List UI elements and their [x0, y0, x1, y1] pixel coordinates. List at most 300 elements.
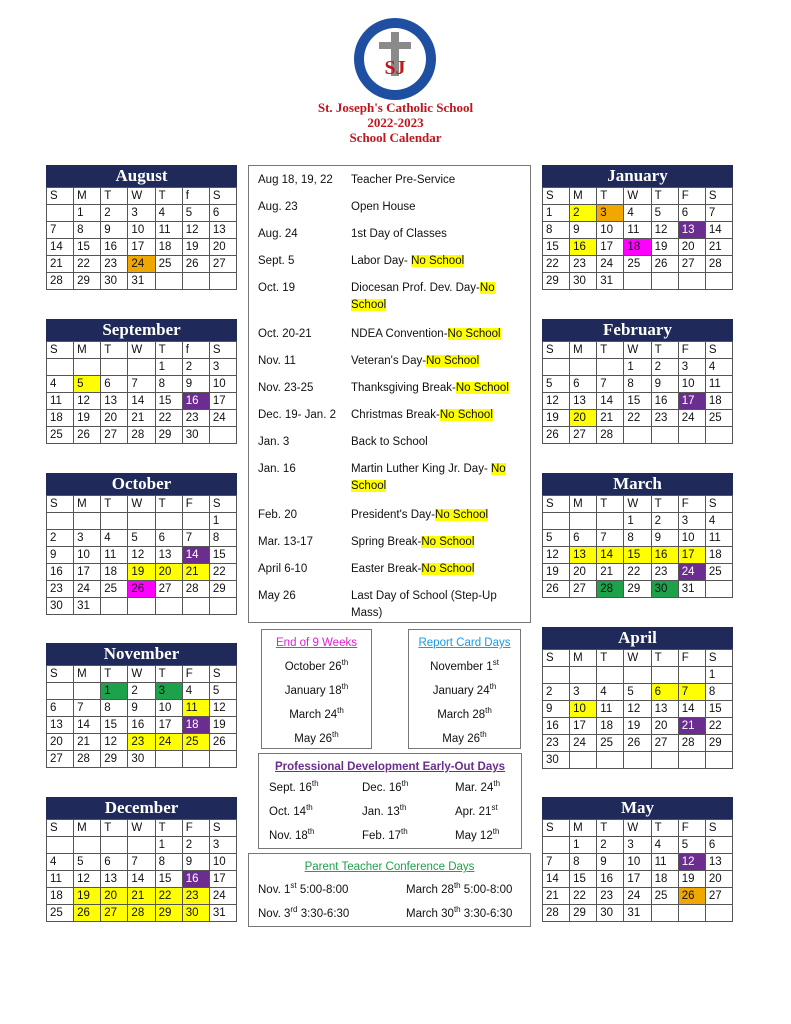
- calendar-week: [47, 547, 237, 564]
- calendar-day: [651, 667, 678, 684]
- calendar-day: 16: [101, 239, 128, 256]
- event-description: Veteran's Day-No School: [351, 355, 480, 367]
- calendar-day: [597, 667, 624, 684]
- calendar-day: 15: [209, 547, 236, 564]
- calendar-day: 26: [624, 735, 651, 752]
- pd-date: Apr. 21st: [455, 803, 498, 818]
- calendar-day: [678, 752, 705, 769]
- calendar-day: 22: [543, 256, 570, 273]
- calendar-day: 24: [128, 256, 155, 273]
- calendar-day: 6: [705, 837, 732, 854]
- calendar-day: 12: [101, 734, 128, 751]
- calendar-subtitle: School Calendar: [349, 130, 442, 145]
- calendar-day: 6: [101, 376, 128, 393]
- calendar-day: 19: [651, 239, 678, 256]
- calendar-day: 14: [705, 222, 732, 239]
- calendar-day: 28: [543, 905, 570, 922]
- calendar-day: 27: [570, 581, 597, 598]
- calendar-day: 11: [182, 700, 209, 717]
- calendar-day: 3: [74, 530, 101, 547]
- calendar-day: 24: [678, 564, 705, 581]
- calendar-day: 9: [182, 854, 209, 871]
- calendar-day: 16: [182, 393, 209, 410]
- calendar-day: 3: [570, 684, 597, 701]
- calendar-day: 2: [47, 530, 74, 547]
- calendar-day: 28: [678, 735, 705, 752]
- event-description: Christmas Break-No School: [351, 409, 493, 421]
- weekday-label: S: [47, 666, 74, 683]
- calendar-day: [624, 752, 651, 769]
- calendar-day: 26: [543, 581, 570, 598]
- calendar-week: [543, 718, 733, 735]
- event-date: Aug. 24: [258, 228, 298, 240]
- calendar-day: 19: [543, 564, 570, 581]
- calendar-day: [651, 905, 678, 922]
- calendar-day: 13: [155, 547, 182, 564]
- month-header: November: [46, 643, 237, 665]
- calendar-day: 26: [209, 734, 236, 751]
- calendar-day: 28: [705, 256, 732, 273]
- school-year: 2022-2023: [367, 115, 424, 130]
- calendar-day: [570, 667, 597, 684]
- calendar-day: 4: [651, 837, 678, 854]
- calendar-week: [543, 581, 733, 598]
- calendar-day: 18: [597, 718, 624, 735]
- calendar-day: 25: [705, 564, 732, 581]
- calendar-day: 8: [155, 376, 182, 393]
- calendar-week: [543, 359, 733, 376]
- calendar-day: 27: [678, 256, 705, 273]
- calendar-week: [543, 222, 733, 239]
- calendar-day: [543, 667, 570, 684]
- calendar-day: 4: [624, 205, 651, 222]
- calendar-day: [705, 752, 732, 769]
- calendar-day: 4: [182, 683, 209, 700]
- calendar-day: [705, 427, 732, 444]
- calendar-day: 15: [624, 547, 651, 564]
- calendar-day: 10: [624, 854, 651, 871]
- event-description: Teacher Pre-Service: [351, 174, 456, 186]
- calendar-day: [597, 513, 624, 530]
- calendar-day: 12: [543, 547, 570, 564]
- month-header: May: [542, 797, 733, 819]
- calendar-day: 27: [570, 427, 597, 444]
- calendar-day: 6: [570, 376, 597, 393]
- calendar-day: 19: [74, 888, 101, 905]
- calendar-day: 8: [155, 854, 182, 871]
- calendar-day: 12: [128, 547, 155, 564]
- calendar-day: 28: [182, 581, 209, 598]
- calendar-day: 20: [209, 239, 236, 256]
- calendar-day: 7: [597, 376, 624, 393]
- calendar-week: [543, 547, 733, 564]
- calendar-week: [47, 222, 237, 239]
- calendar-week: [47, 359, 237, 376]
- calendar-day: 18: [651, 871, 678, 888]
- calendar-day: 24: [570, 735, 597, 752]
- calendar-day: 24: [597, 256, 624, 273]
- calendar-day: 17: [128, 239, 155, 256]
- calendar-day: 17: [209, 393, 236, 410]
- calendar-day: 7: [128, 376, 155, 393]
- event-date: Feb. 20: [258, 509, 297, 521]
- weekday-label: S: [209, 820, 236, 837]
- calendar-week: [47, 598, 237, 615]
- calendar-day: 3: [624, 837, 651, 854]
- weekday-label: F: [678, 820, 705, 837]
- calendar-day: 19: [678, 871, 705, 888]
- calendar-day: [128, 513, 155, 530]
- calendar-week: [543, 239, 733, 256]
- pd-date: Dec. 16th: [362, 779, 409, 794]
- calendar-week: [47, 871, 237, 888]
- calendar-day: 1: [209, 513, 236, 530]
- calendar-day: [74, 513, 101, 530]
- calendar-day: 14: [597, 393, 624, 410]
- calendar-week: [543, 735, 733, 752]
- weekday-label: F: [182, 666, 209, 683]
- calendar-week: [543, 410, 733, 427]
- calendar-week: [543, 205, 733, 222]
- calendar-day: 25: [705, 410, 732, 427]
- weekday-label: S: [543, 820, 570, 837]
- event-description: Labor Day- No School: [351, 255, 465, 267]
- calendar-day: 11: [624, 222, 651, 239]
- calendar-day: 31: [597, 273, 624, 290]
- calendar-day: 26: [678, 888, 705, 905]
- calendar-day: [128, 359, 155, 376]
- weekday-label: T: [651, 188, 678, 205]
- weekday-label: F: [678, 342, 705, 359]
- weekday-label: M: [74, 820, 101, 837]
- weekday-label: T: [101, 666, 128, 683]
- calendar-day: 8: [705, 684, 732, 701]
- calendar-day: 7: [597, 530, 624, 547]
- calendar-day: 31: [624, 905, 651, 922]
- calendar-day: [624, 273, 651, 290]
- calendar-week: [47, 393, 237, 410]
- calendar-week: [543, 871, 733, 888]
- calendar-day: 24: [155, 734, 182, 751]
- page-title: [0, 100, 791, 145]
- calendar-day: 1: [543, 205, 570, 222]
- weekday-label: T: [597, 820, 624, 837]
- calendar-day: 1: [624, 359, 651, 376]
- event-description: NDEA Convention-No School: [351, 328, 501, 340]
- calendar-week: [543, 667, 733, 684]
- calendar-day: 22: [155, 410, 182, 427]
- month-header: September: [46, 319, 237, 341]
- calendar-day: 23: [651, 564, 678, 581]
- calendar-day: 7: [182, 530, 209, 547]
- calendar-day: 5: [182, 205, 209, 222]
- calendar-day: 21: [182, 564, 209, 581]
- calendar-october: [46, 473, 237, 615]
- calendar-day: 7: [543, 854, 570, 871]
- calendar-day: 15: [155, 393, 182, 410]
- event-date: Jan. 16: [258, 463, 296, 475]
- calendar-day: 9: [570, 222, 597, 239]
- no-school-badge: No School: [447, 328, 501, 340]
- event-date: Aug 18, 19, 22: [258, 174, 333, 186]
- calendar-day: [155, 513, 182, 530]
- weekday-label: F: [678, 188, 705, 205]
- calendar-week: [543, 256, 733, 273]
- calendar-day: 4: [597, 684, 624, 701]
- end-of-9-weeks-box: [261, 629, 372, 749]
- calendar-day: [128, 598, 155, 615]
- calendar-day: 11: [597, 701, 624, 718]
- date-item: March 28th: [437, 706, 492, 721]
- weekday-label: W: [128, 188, 155, 205]
- calendar-day: 15: [101, 717, 128, 734]
- calendar-day: 23: [47, 581, 74, 598]
- calendar-week: [543, 888, 733, 905]
- calendar-day: 1: [570, 837, 597, 854]
- calendar-day: 5: [678, 837, 705, 854]
- calendar-day: 24: [209, 888, 236, 905]
- calendar-day: 21: [597, 564, 624, 581]
- calendar-day: [47, 837, 74, 854]
- calendar-day: 3: [155, 683, 182, 700]
- calendar-day: 28: [128, 427, 155, 444]
- weekday-label: S: [47, 820, 74, 837]
- calendar-day: 6: [155, 530, 182, 547]
- pd-days-title: Professional Development Early-Out Days: [274, 761, 506, 773]
- calendar-day: 27: [651, 735, 678, 752]
- calendar-day: 11: [47, 393, 74, 410]
- calendar-day: 26: [651, 256, 678, 273]
- weekday-label: S: [705, 188, 732, 205]
- calendar-day: 18: [155, 239, 182, 256]
- calendar-day: 20: [705, 871, 732, 888]
- calendar-day: 12: [209, 700, 236, 717]
- calendar-day: 9: [597, 854, 624, 871]
- event-description: Martin Luther King Jr. Day- No School: [351, 463, 506, 492]
- calendar-week: [543, 905, 733, 922]
- calendar-day: 15: [705, 701, 732, 718]
- calendar-day: [209, 273, 236, 290]
- calendar-day: 28: [128, 905, 155, 922]
- weekday-label: M: [74, 188, 101, 205]
- ptc-date: March 28th 5:00-8:00: [406, 881, 513, 896]
- weekday-label: S: [543, 342, 570, 359]
- calendar-day: 9: [651, 376, 678, 393]
- calendar-week: [47, 700, 237, 717]
- calendar-day: 12: [678, 854, 705, 871]
- calendar-day: 18: [624, 239, 651, 256]
- calendar-day: 14: [74, 717, 101, 734]
- month-header: December: [46, 797, 237, 819]
- calendar-day: 28: [597, 581, 624, 598]
- calendar-day: 8: [101, 700, 128, 717]
- calendar-week: [543, 752, 733, 769]
- calendar-week: [47, 751, 237, 768]
- month-header: March: [542, 473, 733, 495]
- calendar-day: 17: [678, 393, 705, 410]
- pd-date: Sept. 16th: [269, 779, 319, 794]
- calendar-day: 21: [128, 888, 155, 905]
- calendar-day: 4: [155, 205, 182, 222]
- calendar-april: [542, 627, 733, 769]
- ptc-days-box: [248, 853, 531, 927]
- calendar-day: 30: [570, 273, 597, 290]
- calendar-day: 25: [47, 905, 74, 922]
- calendar-day: 20: [678, 239, 705, 256]
- calendar-day: 4: [47, 854, 74, 871]
- month-header: February: [542, 319, 733, 341]
- calendar-day: 18: [47, 888, 74, 905]
- calendar-week: [47, 717, 237, 734]
- calendar-day: 5: [209, 683, 236, 700]
- calendar-day: 3: [209, 359, 236, 376]
- calendar-week: [47, 683, 237, 700]
- weekday-label: T: [155, 820, 182, 837]
- calendar-day: 27: [101, 427, 128, 444]
- weekday-label: W: [128, 666, 155, 683]
- report-card-days-box: [408, 629, 521, 749]
- calendar-day: [101, 598, 128, 615]
- calendar-day: [182, 751, 209, 768]
- calendar-day: 18: [705, 393, 732, 410]
- calendar-day: 6: [678, 205, 705, 222]
- calendar-day: 27: [209, 256, 236, 273]
- calendar-day: 25: [155, 256, 182, 273]
- calendar-day: 20: [155, 564, 182, 581]
- calendar-day: [74, 837, 101, 854]
- weekday-label: W: [128, 820, 155, 837]
- calendar-week: [47, 905, 237, 922]
- calendar-day: [209, 598, 236, 615]
- calendar-day: 12: [543, 393, 570, 410]
- calendar-day: 7: [705, 205, 732, 222]
- calendar-day: 11: [705, 530, 732, 547]
- calendar-day: [155, 751, 182, 768]
- calendar-day: 13: [570, 547, 597, 564]
- calendar-week: [543, 837, 733, 854]
- weekday-label: M: [74, 666, 101, 683]
- calendar-week: [47, 376, 237, 393]
- ptc-date: Nov. 3rd 3:30-6:30: [258, 905, 350, 920]
- calendar-week: [47, 513, 237, 530]
- calendar-day: 18: [182, 717, 209, 734]
- weekday-label: F: [182, 820, 209, 837]
- calendar-day: 27: [47, 751, 74, 768]
- calendar-august: [46, 165, 237, 290]
- calendar-day: 9: [101, 222, 128, 239]
- calendar-day: 30: [182, 427, 209, 444]
- calendar-day: 4: [101, 530, 128, 547]
- calendar-day: [543, 837, 570, 854]
- calendar-day: 20: [47, 734, 74, 751]
- weekday-label: T: [155, 496, 182, 513]
- event-description: Easter Break-No School: [351, 563, 475, 575]
- calendar-day: 18: [101, 564, 128, 581]
- date-item: October 26th: [284, 658, 349, 673]
- calendar-day: 15: [624, 393, 651, 410]
- calendar-day: 22: [705, 718, 732, 735]
- pd-date: Mar. 24th: [455, 779, 501, 794]
- pd-date: Feb. 17th: [362, 827, 408, 842]
- event-description: Diocesan Prof. Dev. Day-No School: [351, 282, 495, 311]
- calendar-day: [155, 598, 182, 615]
- calendar-day: [624, 667, 651, 684]
- calendar-week: [47, 837, 237, 854]
- calendar-day: [570, 359, 597, 376]
- calendar-day: 20: [570, 410, 597, 427]
- calendar-day: 13: [47, 717, 74, 734]
- event-description: Back to School: [351, 436, 428, 448]
- calendar-day: 5: [543, 376, 570, 393]
- event-description: Open House: [351, 201, 416, 213]
- calendar-day: 29: [570, 905, 597, 922]
- date-item: January 18th: [284, 682, 349, 697]
- no-school-badge: No School: [439, 409, 493, 421]
- calendar-day: [705, 273, 732, 290]
- calendar-day: 21: [74, 734, 101, 751]
- calendar-day: 30: [128, 751, 155, 768]
- pd-date: May 12th: [455, 827, 500, 842]
- calendar-day: 17: [155, 717, 182, 734]
- calendar-day: [570, 513, 597, 530]
- calendar-week: [543, 701, 733, 718]
- calendar-day: 10: [209, 854, 236, 871]
- calendar-day: 19: [624, 718, 651, 735]
- calendar-day: [678, 273, 705, 290]
- calendar-day: 31: [128, 273, 155, 290]
- weekday-label: W: [128, 342, 155, 359]
- date-item: May 26th: [442, 730, 487, 745]
- event-date: April 6-10: [258, 563, 308, 575]
- no-school-badge: No School: [455, 382, 509, 394]
- pd-date: Jan. 13th: [362, 803, 407, 818]
- weekday-label: M: [570, 820, 597, 837]
- calendar-day: [128, 837, 155, 854]
- calendar-day: [705, 581, 732, 598]
- calendar-day: 9: [47, 547, 74, 564]
- calendar-day: 10: [597, 222, 624, 239]
- calendar-day: 6: [47, 700, 74, 717]
- calendar-day: 4: [47, 376, 74, 393]
- calendar-day: 23: [651, 410, 678, 427]
- weekday-label: W: [624, 342, 651, 359]
- calendar-day: 27: [155, 581, 182, 598]
- weekday-label: S: [705, 650, 732, 667]
- weekday-label: M: [570, 496, 597, 513]
- calendar-day: 30: [47, 598, 74, 615]
- calendar-day: 22: [624, 564, 651, 581]
- calendar-day: 8: [624, 376, 651, 393]
- event-description: Thanksgiving Break-No School: [351, 382, 509, 394]
- month-header: April: [542, 627, 733, 649]
- calendar-day: 15: [74, 239, 101, 256]
- calendar-day: 16: [543, 718, 570, 735]
- calendar-day: 1: [705, 667, 732, 684]
- event-description: 1st Day of Classes: [351, 228, 447, 240]
- calendar-week: [47, 734, 237, 751]
- school-name: St. Joseph's Catholic School: [317, 100, 474, 115]
- calendar-day: 10: [74, 547, 101, 564]
- calendar-day: 13: [651, 701, 678, 718]
- calendar-day: [678, 427, 705, 444]
- calendar-day: 23: [128, 734, 155, 751]
- event-description: Spring Break-No School: [351, 536, 475, 548]
- calendar-day: [182, 273, 209, 290]
- weekday-label: T: [597, 496, 624, 513]
- calendar-day: 24: [209, 410, 236, 427]
- calendar-day: 15: [155, 871, 182, 888]
- calendar-week: [543, 684, 733, 701]
